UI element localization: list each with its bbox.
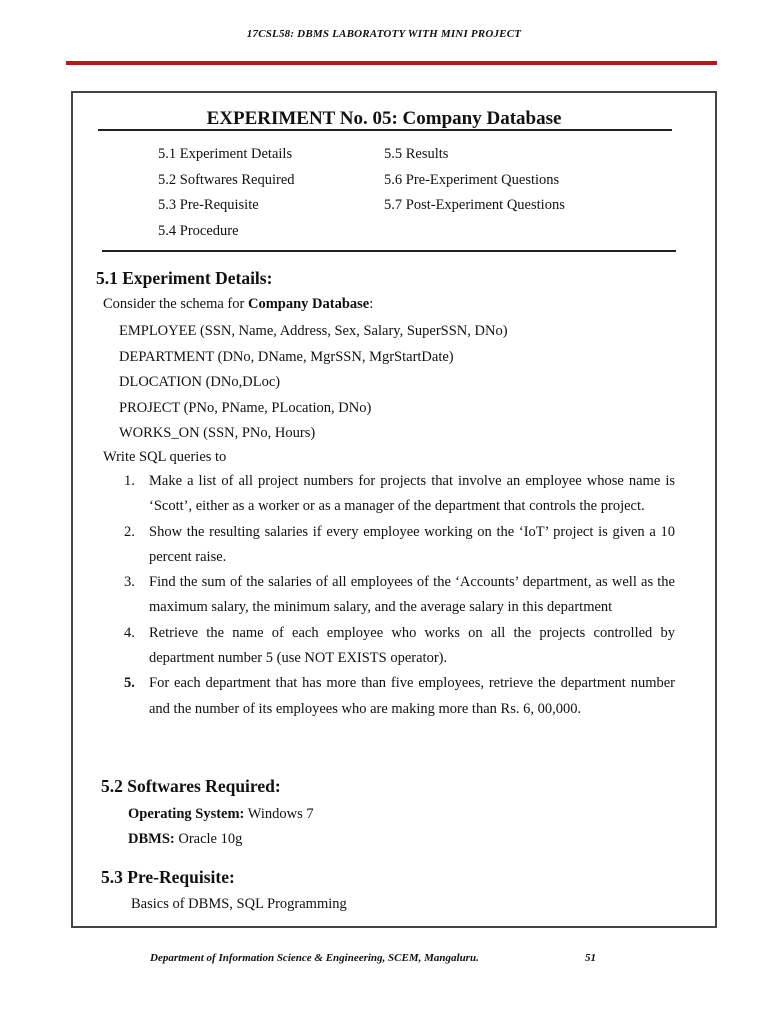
schema-item: DEPARTMENT (DNo, DName, MgrSSN, MgrStartDate) — [119, 348, 454, 365]
schema-item: WORKS_ON (SSN, PNo, Hours) — [119, 425, 316, 441]
question-item: 5. For each department that has more than five employees, retrieve the department number and the number of its employees who are making more than Rs. 6, 00,000. — [124, 675, 675, 717]
section-3-heading: 5.3 Pre-Requisite: — [101, 867, 235, 887]
page-number: 51 — [585, 952, 596, 964]
prerequisite-text: Basics of DBMS, SQL Programming — [131, 896, 347, 912]
toc-right — [384, 142, 565, 219]
os-line: Operating System: Windows 7 — [128, 806, 314, 822]
question-item: 1. Make a list of all project numbers for projects that involve an employee whose name is ‘Scott’, either as a worker or as a manager of the department that controls the project. — [124, 473, 675, 515]
section-2-heading: 5.2 Softwares Required: — [101, 776, 281, 796]
section-1-heading: 5.1 Experiment Details: — [96, 268, 273, 288]
schema-list — [119, 319, 508, 447]
experiment-title: EXPERIMENT No. 05: Company Database — [206, 108, 562, 129]
toc-item: 5.4 Procedure — [158, 222, 239, 239]
schema-item: PROJECT (PNo, PName, PLocation, DNo) — [119, 399, 372, 416]
question-item: 2. Show the resulting salaries if every employee working on the ‘IoT’ project is given a 10 percent raise. — [124, 523, 675, 565]
header-rule — [66, 61, 717, 65]
question-item: 3. Find the sum of the salaries of all employees of the ‘Accounts’ department, as well as the maximum salary, the minimum salary, and the average salary in this department — [124, 574, 675, 616]
toc-item: 5.2 Softwares Required — [158, 171, 295, 188]
title-rule — [98, 129, 672, 131]
toc-item: 5.7 Post-Experiment Questions — [384, 197, 565, 213]
question-item: 4. Retrieve the name of each employee who works on all the projects controlled by department number 5 (use NOT EXISTS operator). — [124, 624, 675, 667]
dbms-line: DBMS: Oracle 10g — [128, 831, 243, 847]
schema-item: DLOCATION (DNo,DLoc) — [119, 374, 281, 390]
footer-department: Department of Information Science & Engineering, SCEM, Mangaluru. — [150, 952, 479, 964]
schema-intro: Consider the schema for Company Database: — [103, 296, 374, 312]
schema-item: EMPLOYEE (SSN, Name, Address, Sex, Salary, SuperSSN, DNo) — [119, 323, 508, 339]
running-header: 17CSL58: DBMS LABORATOTY WITH MINI PROJECT — [246, 28, 522, 40]
question-list — [120, 469, 675, 722]
toc-left — [158, 142, 295, 244]
toc-rule — [102, 250, 676, 252]
write-prompt: Write SQL queries to — [103, 449, 227, 465]
toc-item: 5.1 Experiment Details — [158, 146, 293, 162]
toc-item: 5.3 Pre-Requisite — [158, 197, 259, 213]
toc-item: 5.5 Results — [384, 146, 449, 162]
toc-item: 5.6 Pre-Experiment Questions — [384, 171, 560, 188]
database-name: Company Database — [247, 296, 370, 312]
